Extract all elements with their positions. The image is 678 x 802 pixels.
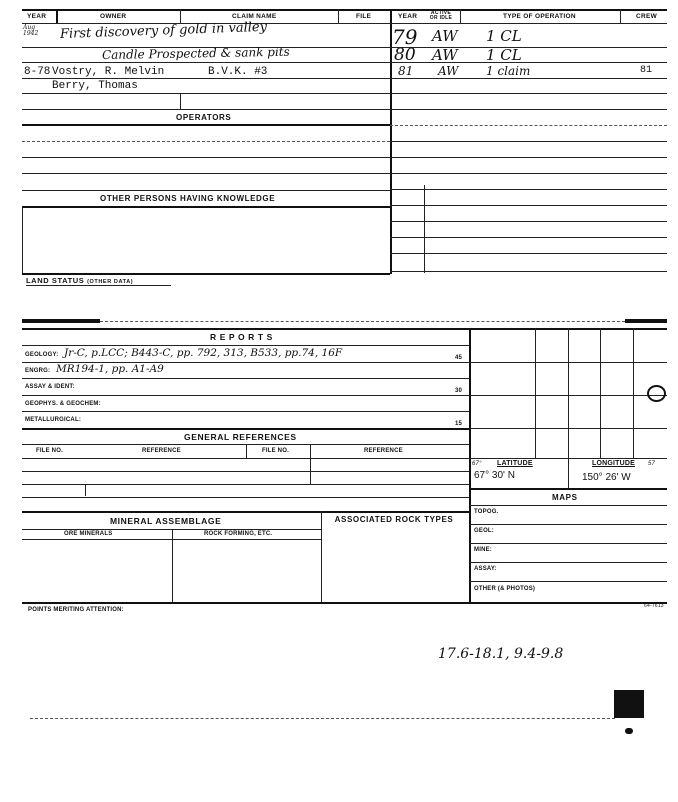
claim-name: B.V.K. #3 [208,66,268,78]
section-land-status: LAND STATUS (OTHER DATA) [26,276,134,285]
header-active-or-idle: ACTIVE OR IDLE [429,10,453,21]
header-owner: OWNER [100,13,127,20]
handwritten-note: 17.6-18.1, 9.4-9.8 [438,646,564,662]
maps-topog: TOPOG. [474,509,499,515]
activity-year-3: 81 [398,64,414,78]
latitude-label: LATITUDE [497,460,533,467]
activity-operation-1: 1 CL [486,27,522,45]
header-claim-name: CLAIM NAME [232,13,277,20]
header-type-of-operation: TYPE OF OPERATION [503,13,576,20]
metallurgical-label: METALLURGICAL: [25,417,82,423]
maps-assay: ASSAY: [474,566,497,572]
latitude-value: 67° 30' N [474,470,515,481]
maps-mine: MINE: [474,547,492,553]
maps-geol: GEOL: [474,528,494,534]
owner-year: 8-78 [24,66,51,78]
activity-status-2: AW [432,46,458,64]
activity-crew-3: 81 [640,65,653,76]
activity-operation-2: 1 CL [486,46,522,64]
section-operators: OPERATORS [176,113,232,122]
header-year: YEAR [27,13,47,20]
activity-year-2: 80 [394,45,416,65]
header-file: FILE [356,13,372,20]
section-general-references: GENERAL REFERENCES [184,432,297,442]
longitude-label: LONGITUDE [592,460,636,467]
longitude-value: 150° 26' W [582,472,631,483]
owner-name-2: Berry, Thomas [52,80,138,92]
activity-status-3: AW [438,64,459,78]
engrg-label: ENGRG: [25,368,51,374]
header-crew: CREW [636,13,658,20]
assay-label: ASSAY & IDENT: [25,384,75,390]
header-year-2: YEAR [398,13,418,20]
geology-value: Jr-C, p.LCC; B443-C, pp. 792, 313, B533, pp.74, 16F [64,347,343,359]
activity-status-1: AW [432,27,458,45]
geology-label: GEOLOGY: [25,352,59,358]
engrg-value: MR194-1, pp. A1-A9 [56,363,164,375]
activity-operation-3: 1 claim [486,64,531,78]
top-border [22,9,667,11]
points-meriting-label: POINTS MERITING ATTENTION: [28,607,124,613]
section-mineral-assemblage: MINERAL ASSEMBLAGE [110,516,222,526]
section-other-persons: OTHER PERSONS HAVING KNOWLEDGE [100,194,276,203]
activity-year-1: 79 [392,25,418,49]
section-associated-rock-types: ASSOCIATED ROCK TYPES [334,515,454,524]
owner-name: Vostry, R. Melvin [52,66,165,78]
form-number: 64-7613 [644,603,664,609]
scan-mark [614,690,644,718]
section-reports: R E P O R T S [210,332,273,342]
history-year: Aug 1942 [23,24,39,37]
geophys-label: GEOPHYS. & GEOCHEM: [25,401,101,407]
maps-other: OTHER (& PHOTOS) [474,586,536,592]
location-circle-mark [647,385,666,402]
section-maps: MAPS [552,493,578,502]
history-text-2: Candle Prospected & sank pits [101,44,290,62]
history-text-1: First discovery of gold in valley [59,19,268,42]
